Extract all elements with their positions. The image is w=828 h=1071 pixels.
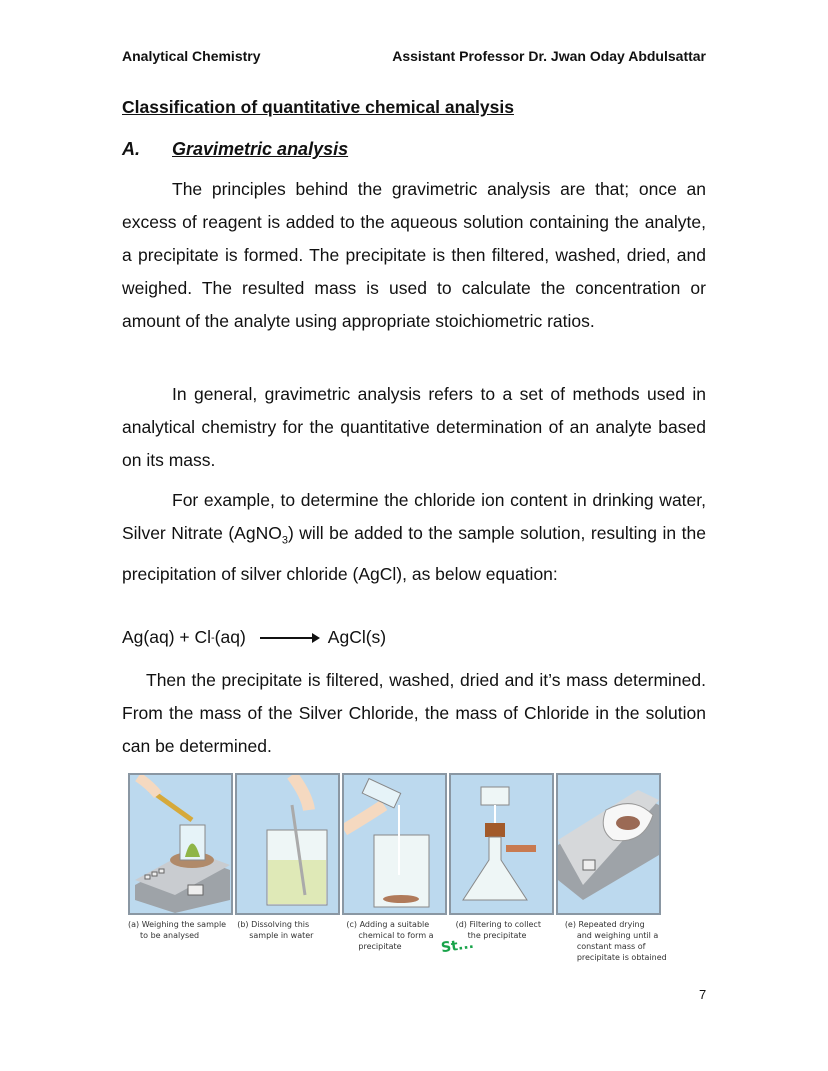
paragraph-text: The principles behind the gravimetric analysis are that; once an excess of reagent is added to the aqueous solution containing the analyte, a precipitate is formed. The precipitate is then filtered, washed, dried, and weighed. The resulted mass is used to calculate the concentration or amount of the analyte using appropriate stoichiometric ratios. xyxy=(122,179,706,331)
section-heading xyxy=(122,139,348,160)
caption-text: (a) Weighing the sample xyxy=(128,920,227,929)
caption-text: sample in water xyxy=(249,931,314,940)
reaction-arrow-icon xyxy=(260,637,318,639)
paragraph-principles xyxy=(122,173,706,338)
caption-a xyxy=(128,919,235,963)
equation-state: (aq) xyxy=(214,627,246,647)
caption-text: the precipitate xyxy=(467,931,527,940)
panel-filtering-image xyxy=(449,773,554,915)
chemical-equation xyxy=(122,627,386,648)
panel-adding-reagent-image xyxy=(342,773,447,915)
caption-text: chemical to form a precipitate xyxy=(358,931,434,951)
equation-product: AgCl(s) xyxy=(327,627,387,647)
caption-text: (c) Adding a suitable xyxy=(346,920,430,929)
panel-weighing-image xyxy=(128,773,233,915)
caption-text: (d) Filtering to collect xyxy=(455,920,541,929)
paragraph-text: In general, gravimetric analysis refers to a set of methods used in analytical chemistry for the quantitative determination of an analyte based on its mass. xyxy=(122,384,706,470)
paragraph-general xyxy=(122,378,706,477)
equation-reactants: Ag(aq) + Cl xyxy=(122,627,211,647)
panel-drying-weighing-image xyxy=(556,773,661,915)
page-title: Classification of quantitative chemical analysis xyxy=(122,97,514,117)
subscript: 3 xyxy=(281,534,288,547)
caption-text: and weighing until a constant mass of precipitate is obtained xyxy=(576,931,667,962)
paragraph-conclusion xyxy=(122,664,706,763)
caption-e xyxy=(565,919,672,963)
caption-text: to be analysed xyxy=(140,931,200,940)
caption-text: (e) Repeated drying xyxy=(564,920,645,929)
handwritten-annotation: St... xyxy=(440,935,475,957)
caption-text: (b) Dissolving this xyxy=(237,920,310,929)
caption-c xyxy=(346,919,453,963)
charge-superscript: - xyxy=(211,631,215,644)
page-number: 7 xyxy=(699,987,707,1002)
section-name: Gravimetric analysis xyxy=(172,139,349,159)
gravimetric-steps-figure xyxy=(128,773,672,963)
section-letter: A. xyxy=(122,139,140,159)
caption-b xyxy=(237,919,344,963)
course-name: Analytical Chemistry xyxy=(122,48,261,64)
paragraph-text: For example, to determine the chloride ion content in drinking water, Silver Nitrate (AgNO xyxy=(122,490,706,543)
panel-dissolving-image xyxy=(235,773,340,915)
author-name: Assistant Professor Dr. Jwan Oday Abdulsattar xyxy=(392,48,706,64)
paragraph-text: ) will be added to the sample solution, resulting in the precipitation of silver chloride (AgCl), as below equation: xyxy=(122,523,706,584)
paragraph-example xyxy=(122,484,706,591)
paragraph-text: Then the precipitate is filtered, washed, dried and it’s mass determined. From the mass of the Silver Chloride, the mass of Chloride in the solution can be determined. xyxy=(122,670,706,756)
